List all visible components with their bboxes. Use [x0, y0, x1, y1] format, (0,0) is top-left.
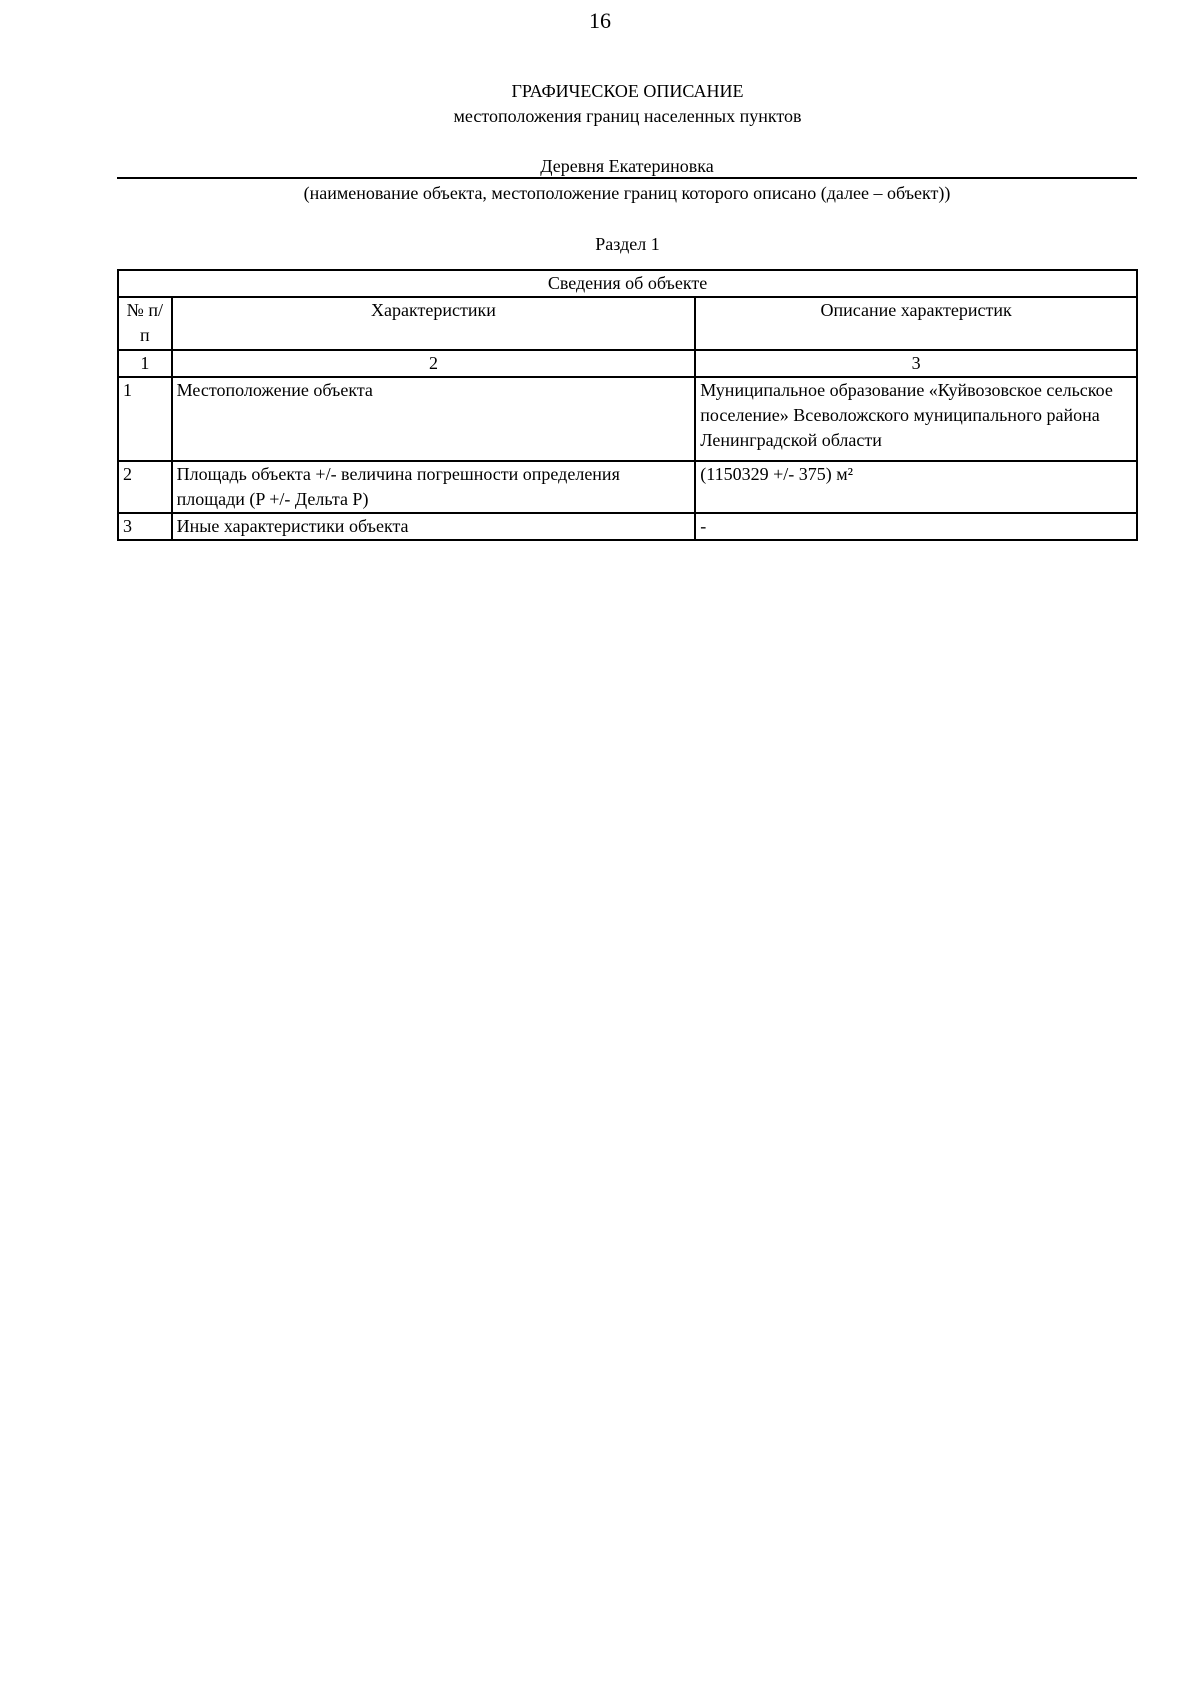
column-numbers-row: [118, 350, 1137, 377]
table-header-row: [118, 297, 1137, 350]
row-num: 1: [118, 377, 172, 461]
header-characteristics: Характеристики: [172, 297, 696, 350]
table-caption: Сведения об объекте: [118, 270, 1137, 297]
column-number: 1: [118, 350, 172, 377]
table-row: [118, 461, 1137, 513]
row-description: Муниципальное образование «Куйвозовское сельское поселение» Всеволожского муниципального района Ленинградской области: [695, 377, 1137, 461]
row-num: 2: [118, 461, 172, 513]
header-description: Описание характеристик: [695, 297, 1137, 350]
section-title: Раздел 1: [595, 234, 660, 254]
column-number: 2: [172, 350, 696, 377]
page-number: 16: [589, 8, 611, 33]
row-characteristic: Иные характеристики объекта: [172, 513, 696, 540]
document-subtitle: местоположения границ населенных пунктов: [453, 106, 802, 126]
row-characteristic: Площадь объекта +/- величина погрешности определения площади (P +/- Дельта P): [172, 461, 696, 513]
table-row: [118, 513, 1137, 540]
table-row: [118, 377, 1137, 461]
object-name-caption: (наименование объекта, местоположение границ которого описано (далее – объект)): [303, 183, 951, 203]
object-name: Деревня Екатериновка: [540, 156, 714, 176]
row-num: 3: [118, 513, 172, 540]
header-num: № п/п: [118, 297, 172, 350]
row-description: (1150329 +/- 375) м²: [695, 461, 1137, 513]
object-info-table: [117, 269, 1138, 541]
document-title: ГРАФИЧЕСКОЕ ОПИСАНИЕ: [511, 81, 744, 101]
column-number: 3: [695, 350, 1137, 377]
object-name-underline: [117, 177, 1137, 179]
row-description: -: [695, 513, 1137, 540]
row-characteristic: Местоположение объекта: [172, 377, 696, 461]
table-caption-row: [118, 270, 1137, 297]
